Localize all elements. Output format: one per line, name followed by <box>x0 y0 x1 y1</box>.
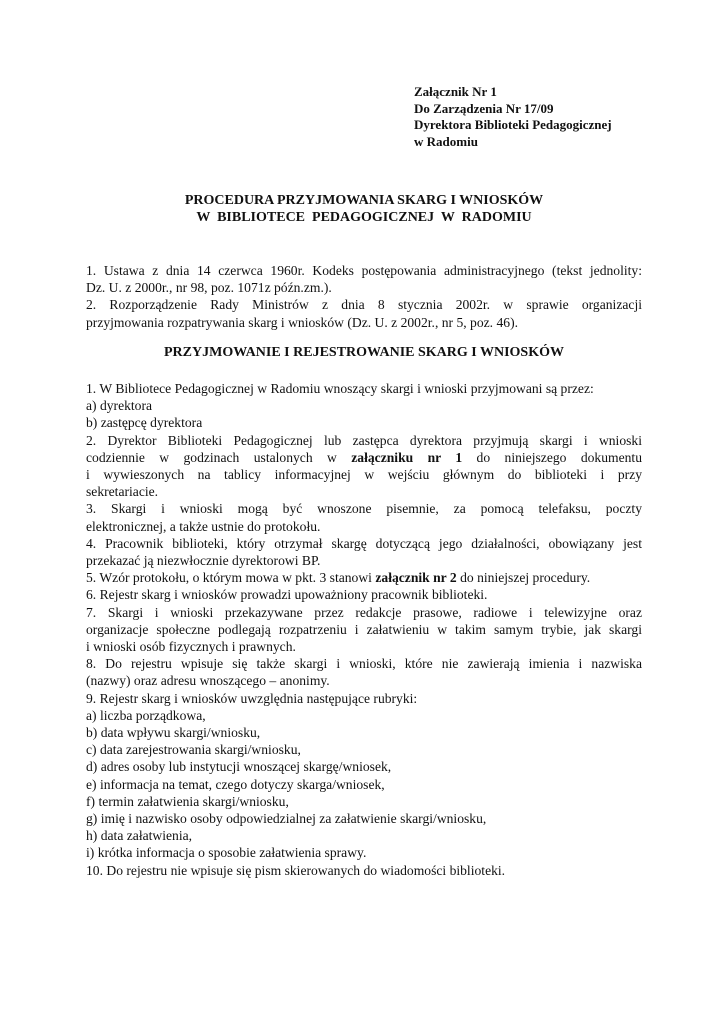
text-span: do niniejszego dokumentu <box>476 449 643 465</box>
list-item: e) informacja na temat, czego dotyczy skarga/wniosek, <box>86 776 385 792</box>
reference-line: Dz. U. z 2000r., nr 98, poz. 1071z późn.zm.). <box>86 280 332 296</box>
paragraph-line: elektronicznej, a także ustnie do protokołu. <box>86 518 321 534</box>
paragraph-line: 1. W Bibliotece Pedagogicznej w Radomiu wnoszący skargi i wnioski przyjmowani są przez: <box>86 381 594 396</box>
list-item: a) dyrektora <box>86 398 153 414</box>
text-span: codziennie w godzinach ustalonych w <box>86 449 337 465</box>
header-line: w Radomiu <box>414 133 478 149</box>
paragraph-line: 8. Do rejestru wpisuje się także skargi i wnioski, które nie zawierają imienia i nazwiska <box>86 656 642 672</box>
paragraph-line <box>86 569 642 586</box>
reference-line: 1. Ustawa z dnia 14 czerwca 1960r. Kodeks postępowania administracyjnego (tekst jednolity: <box>86 263 642 278</box>
paragraph-line: 10. Do rejestru nie wpisuje się pism skierowanych do wiadomości biblioteki. <box>86 862 506 878</box>
attachment-ref: załącznik nr 2 <box>375 570 457 586</box>
paragraph-line: organizacje społeczne podlegają rozpatrzeniu i załatwieniu w takim samym trybie, jak skargi <box>86 621 642 637</box>
paragraph-line: 6. Rejestr skarg i wniosków prowadzi upoważniony pracownik biblioteki. <box>86 587 488 603</box>
legal-references <box>86 262 642 331</box>
header-line: Załącznik Nr 1 <box>414 84 497 99</box>
list-item: i) krótka informacja o sposobie załatwienia sprawy. <box>86 845 367 861</box>
paragraph-line: 9. Rejestr skarg i wniosków uwzględnia następujące rubryki: <box>86 690 418 706</box>
paragraph-line: 2. Dyrektor Biblioteki Pedagogicznej lub zastępca dyrektora przyjmują skargi i wnioski <box>86 432 642 448</box>
reference-line: przyjmowania rozpatrywania skarg i wniosków (Dz. U. z 2002r., nr 5, poz. 46). <box>86 314 518 330</box>
list-item: a) liczba porządkowa, <box>86 707 206 723</box>
title-line: PROCEDURA PRZYJMOWANIA SKARG I WNIOSKÓW <box>184 193 544 208</box>
procedure-body <box>86 380 642 879</box>
paragraph-line: i wnioski osób fizycznych i prawnych. <box>86 639 296 655</box>
paragraph-line: 3. Skargi i wnioski mogą być wnoszone pisemnie, za pomocą telefaksu, poczty <box>86 501 642 517</box>
list-item: g) imię i nazwisko osoby odpowiedzialnej za załatwienie skargi/wniosku, <box>86 811 487 827</box>
list-item: c) data zarejestrowania skargi/wniosku, <box>86 742 301 758</box>
paragraph-line: 7. Skargi i wnioski przekazywane przez redakcje prasowe, radiowe i telewizyjne oraz <box>86 604 642 620</box>
paragraph-line: (nazwy) oraz adresu wnoszącego – anonimy. <box>86 673 330 689</box>
text-span: 5. Wzór protokołu, o którym mowa w pkt. 3 stanowi <box>86 570 372 586</box>
list-item: h) data załatwienia, <box>86 828 193 844</box>
attachment-header <box>414 84 612 150</box>
paragraph-line: 4. Pracownik biblioteki, który otrzymał skargę dotyczącą jego działalności, obowiązany jest <box>86 535 642 551</box>
section-heading: PRZYJMOWANIE I REJESTROWANIE SKARG I WNIOSKÓW <box>164 345 564 360</box>
list-item: b) zastępcę dyrektora <box>86 415 203 431</box>
text-span: do niniejszej procedury. <box>460 570 591 586</box>
title-line: W BIBLIOTECE PEDAGOGICZNEJ W RADOMIU <box>196 210 532 225</box>
paragraph-line: sekretariacie. <box>86 484 159 500</box>
reference-line: 2. Rozporządzenie Rady Ministrów z dnia 8 stycznia 2002r. w sprawie organizacji <box>86 297 642 313</box>
paragraph-line: przekazać ją niezwłocznie dyrektorowi BP. <box>86 553 321 569</box>
attachment-ref: załączniku nr 1 <box>351 449 463 465</box>
header-line: Dyrektora Biblioteki Pedagogicznej <box>414 117 612 132</box>
paragraph-line: i wywieszonych na tablicy informacyjnej w wejściu głównym do biblioteki i przy <box>86 467 642 483</box>
list-item: f) termin załatwienia skargi/wniosku, <box>86 793 289 809</box>
document-title <box>86 192 642 226</box>
header-line: Do Zarządzenia Nr 17/09 <box>414 100 554 116</box>
paragraph-line <box>86 449 642 466</box>
list-item: d) adres osoby lub instytucji wnoszącej skargę/wniosek, <box>86 759 392 775</box>
list-item: b) data wpływu skargi/wniosku, <box>86 725 261 741</box>
